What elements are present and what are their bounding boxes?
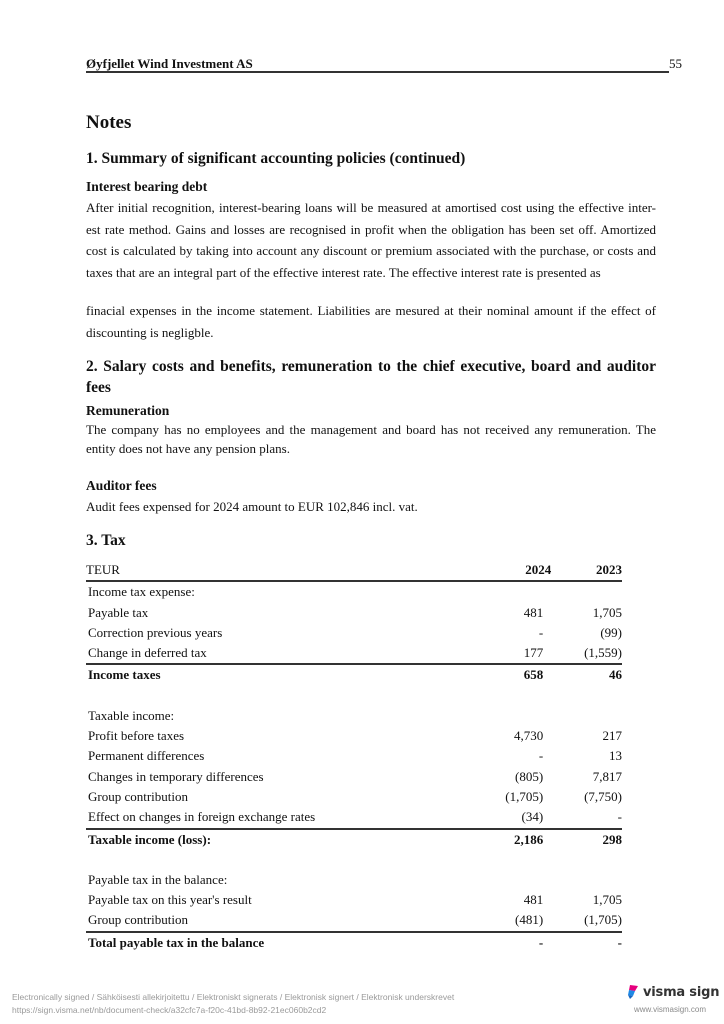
page-number: 55 [669, 56, 682, 71]
row-label: Taxable income (loss): [88, 831, 212, 847]
value-2024: (1,705) [505, 788, 544, 804]
page-header [86, 56, 684, 74]
value-2024: - [538, 624, 544, 640]
value-2023: 217 [602, 728, 622, 744]
row-label: Change in deferred tax [86, 643, 315, 664]
value-2023 [551, 870, 622, 890]
unit-header: TEUR [86, 560, 315, 581]
col-2023-header: 2023 [551, 560, 622, 581]
value-2024: (481) [315, 910, 551, 931]
visma-sign-logo-icon [627, 984, 639, 1000]
table-row [86, 623, 622, 643]
interest-bearing-debt-text-continued: finacial expenses in the income statement. Liabilities are mesured at their nominal amount if the effect of discounting is negligble. [86, 303, 656, 340]
interest-bearing-debt-text: After initial recognition, interest-bearing loans will be measured at amortised cost using the effective inter-est rate method. Gains and losses are recognised in profit when the obligation has been set off. Amortized cost is calculated by taking into account any discount or premium associated with the purchase, or costs and taxes that are an integral part of the effective interest rate. The effective interest rate is presented as [86, 200, 656, 280]
company-name: Øyfjellet Wind Investment AS [86, 56, 253, 71]
table-spacer [86, 686, 622, 706]
value-2023: (1,559) [551, 643, 622, 664]
value-2023: 13 [609, 748, 622, 764]
row-label: Payable tax [88, 604, 149, 620]
table-spacer [86, 850, 622, 870]
row-label: Payable tax on this year's result [88, 892, 252, 908]
remuneration-text: The company has no employees and the management and board has not received any remuneration. The entity does not have any pension plans. [86, 422, 656, 456]
value-2024 [315, 706, 551, 726]
table-total-row [86, 829, 622, 850]
row-label: Total payable tax in the balance [88, 934, 265, 950]
table-total-row [86, 664, 622, 685]
visma-sign-logo [627, 984, 719, 1000]
brand-name: visma sign [643, 984, 720, 1000]
table-row [86, 870, 622, 890]
value-2024 [315, 581, 551, 602]
section-2-title: 2. Salary costs and benefits, remuneration to the chief executive, board and auditor fees [86, 358, 656, 396]
value-2023: (1,705) [551, 910, 622, 931]
value-2024: - [538, 934, 544, 950]
value-2023: 298 [602, 831, 622, 847]
section-3-title: 3. Tax [86, 532, 126, 549]
value-2024: (34) [315, 807, 551, 828]
table-row [86, 603, 622, 623]
interest-bearing-debt-heading: Interest bearing debt [86, 179, 208, 194]
value-2023: 1,705 [592, 604, 622, 620]
header-rule [86, 71, 669, 73]
row-label: Effect on changes in foreign exchange rates [86, 807, 315, 828]
row-label: Permanent differences [88, 748, 205, 764]
value-2024: 177 [315, 643, 551, 664]
table-row [86, 726, 622, 746]
table-header-row [86, 560, 622, 581]
table-row [86, 910, 622, 931]
tax-table [86, 560, 622, 953]
value-2023: 46 [609, 667, 622, 683]
table-total-row [86, 932, 622, 953]
table-row [86, 581, 622, 602]
value-2023: 1,705 [592, 892, 622, 908]
auditor-fees-text: Audit fees expensed for 2024 amount to EUR 102,846 incl. vat. [86, 499, 418, 514]
notes-title: Notes [86, 112, 132, 133]
table-row [86, 706, 622, 726]
remuneration-heading: Remuneration [86, 403, 170, 418]
table-row [86, 807, 622, 828]
signature-footer [12, 991, 454, 1017]
value-2023 [551, 581, 622, 602]
signed-text: Electronically signed / Sähköisesti allekirjoitettu / Elektroniskt signerats / Elektronisk signert / Elektronisk underskrevet [12, 992, 455, 1002]
value-2024: (805) [515, 768, 544, 784]
value-2024: 481 [523, 604, 544, 620]
table-row [86, 787, 622, 807]
table-row [86, 746, 622, 766]
table-row [86, 890, 622, 910]
value-2024: 481 [523, 892, 544, 908]
row-label: Income tax expense: [88, 584, 195, 600]
row-label: Correction previous years [88, 624, 223, 640]
section-1-title: 1. Summary of significant accounting policies (continued) [86, 150, 466, 167]
row-label: Income taxes [88, 667, 161, 683]
table-row [86, 767, 622, 787]
row-label: Changes in temporary differences [88, 768, 264, 784]
verify-url-link[interactable]: https://sign.visma.net/nb/document-check/a32cfc7a-f20c-41bd-8b92-21ec060b2cd2 [12, 1005, 327, 1015]
col-2024-header: 2024 [315, 560, 551, 581]
value-2023: (7,750) [584, 788, 622, 804]
value-2023 [551, 706, 622, 726]
value-2024: - [538, 748, 544, 764]
value-2024 [315, 870, 551, 890]
row-label: Taxable income: [88, 707, 175, 723]
value-2023: 7,817 [592, 768, 622, 784]
auditor-fees-heading: Auditor fees [86, 478, 157, 493]
value-2023: - [551, 807, 622, 828]
table-row [86, 643, 622, 664]
value-2024: 658 [523, 667, 544, 683]
brand-url-link[interactable]: www.vismasign.com [634, 1005, 707, 1014]
value-2024: 2,186 [513, 831, 544, 847]
row-label: Profit before taxes [88, 728, 185, 744]
row-label: Payable tax in the balance: [88, 871, 228, 887]
value-2023: - [617, 934, 622, 950]
value-2023: (99) [600, 624, 622, 640]
row-label: Group contribution [88, 788, 189, 804]
value-2024: 4,730 [513, 728, 544, 744]
row-label: Group contribution [86, 910, 315, 931]
